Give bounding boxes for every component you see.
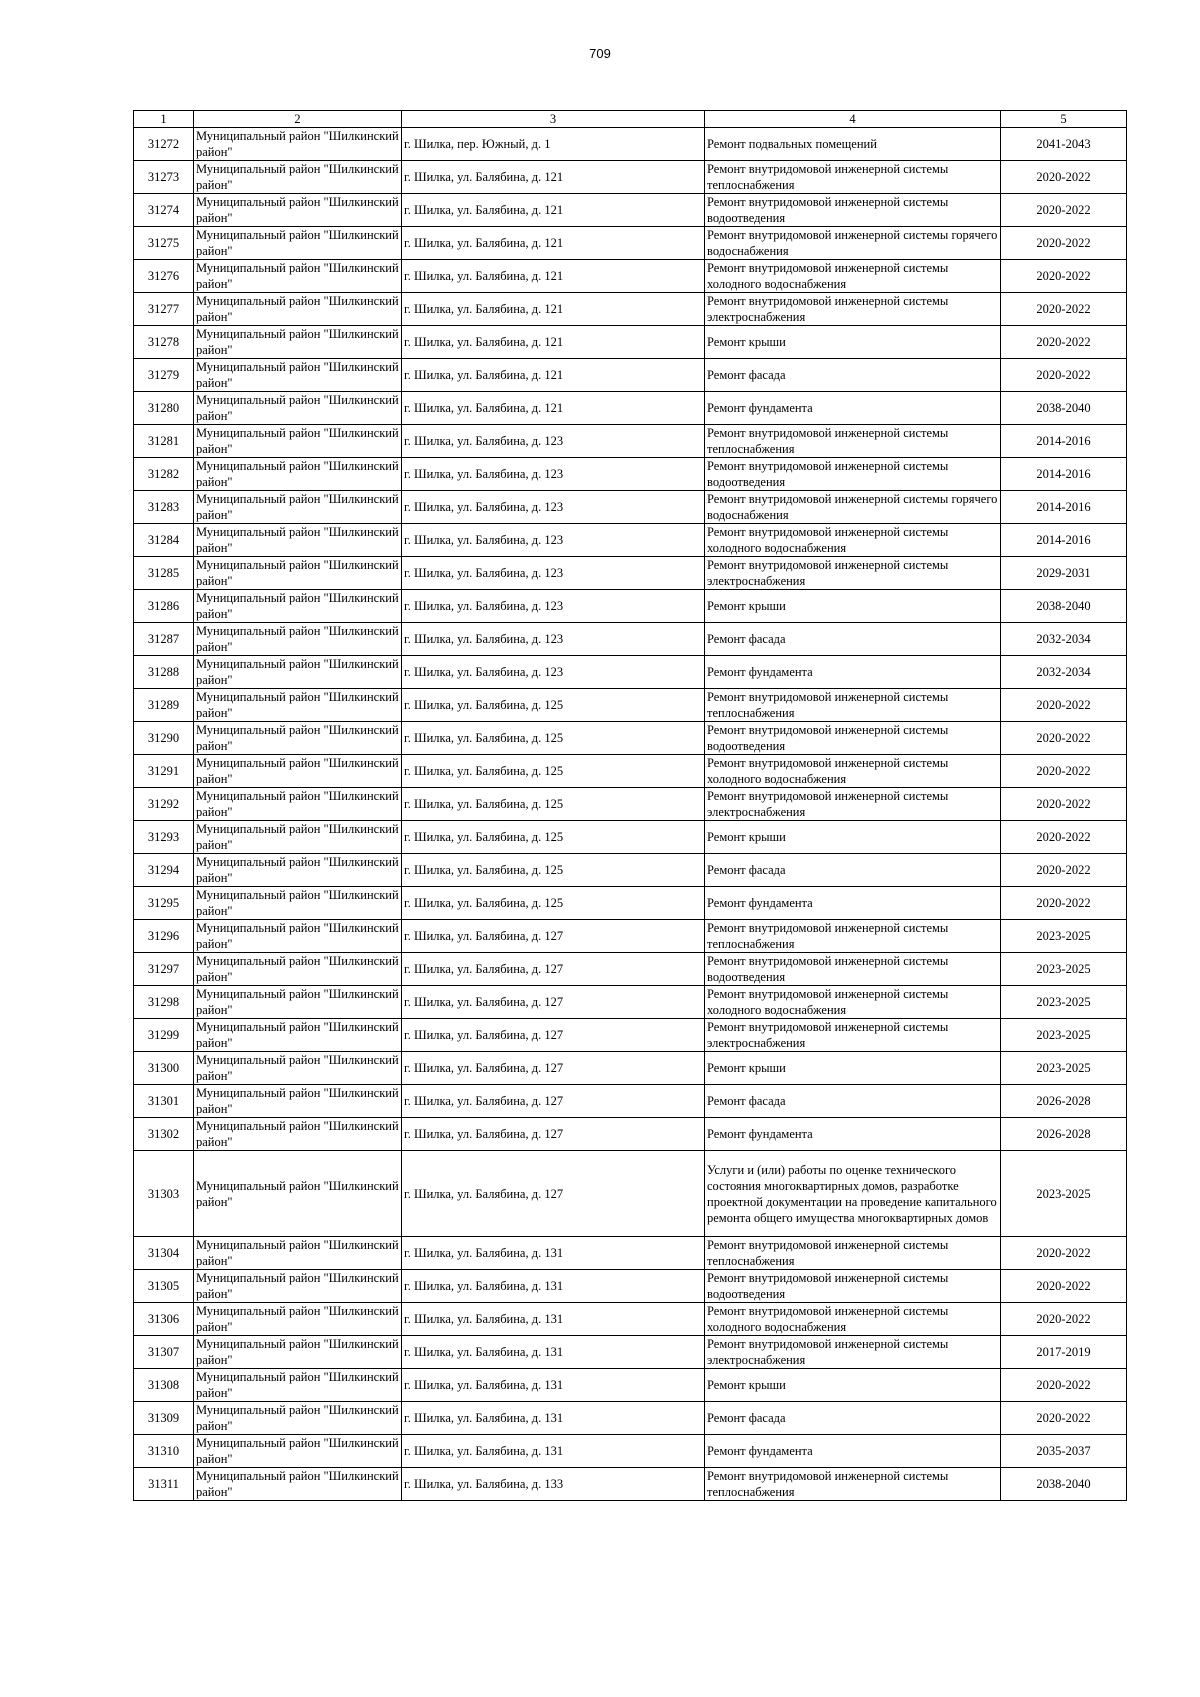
municipality-cell: Муниципальный район "Шилкинский район" <box>194 1085 402 1118</box>
work-type-cell: Ремонт фасада <box>705 359 1001 392</box>
work-type-cell: Ремонт фундамента <box>705 1118 1001 1151</box>
address-cell: г. Шилка, ул. Балябина, д. 121 <box>402 227 705 260</box>
work-type-cell: Ремонт фундамента <box>705 887 1001 920</box>
municipality-cell: Муниципальный район "Шилкинский район" <box>194 1369 402 1402</box>
row-number-cell: 31288 <box>134 656 194 689</box>
row-number-cell: 31292 <box>134 788 194 821</box>
work-type-cell: Ремонт внутридомовой инженерной системы горячего водоснабжения <box>705 227 1001 260</box>
row-number-cell: 31275 <box>134 227 194 260</box>
period-cell: 2020-2022 <box>1001 293 1127 326</box>
municipality-cell: Муниципальный район "Шилкинский район" <box>194 293 402 326</box>
work-type-cell: Ремонт внутридомовой инженерной системы водоотведения <box>705 722 1001 755</box>
table-row <box>134 227 1127 260</box>
period-cell: 2026-2028 <box>1001 1085 1127 1118</box>
address-cell: г. Шилка, ул. Балябина, д. 121 <box>402 326 705 359</box>
municipality-cell: Муниципальный район "Шилкинский район" <box>194 359 402 392</box>
table-row <box>134 1369 1127 1402</box>
period-cell: 2014-2016 <box>1001 425 1127 458</box>
municipality-cell: Муниципальный район "Шилкинский район" <box>194 458 402 491</box>
row-number-cell: 31296 <box>134 920 194 953</box>
period-cell: 2020-2022 <box>1001 1270 1127 1303</box>
period-cell: 2014-2016 <box>1001 491 1127 524</box>
address-cell: г. Шилка, ул. Балябина, д. 123 <box>402 425 705 458</box>
period-cell: 2029-2031 <box>1001 557 1127 590</box>
row-number-cell: 31308 <box>134 1369 194 1402</box>
address-cell: г. Шилка, ул. Балябина, д. 131 <box>402 1336 705 1369</box>
address-cell: г. Шилка, ул. Балябина, д. 131 <box>402 1402 705 1435</box>
address-cell: г. Шилка, ул. Балябина, д. 127 <box>402 986 705 1019</box>
address-cell: г. Шилка, ул. Балябина, д. 123 <box>402 458 705 491</box>
table-row <box>134 821 1127 854</box>
address-cell: г. Шилка, ул. Балябина, д. 121 <box>402 194 705 227</box>
row-number-cell: 31277 <box>134 293 194 326</box>
work-type-cell: Ремонт фундамента <box>705 1435 1001 1468</box>
municipality-cell: Муниципальный район "Шилкинский район" <box>194 1402 402 1435</box>
work-type-cell: Ремонт фасада <box>705 1402 1001 1435</box>
table-row <box>134 1402 1127 1435</box>
address-cell: г. Шилка, ул. Балябина, д. 121 <box>402 260 705 293</box>
address-cell: г. Шилка, ул. Балябина, д. 125 <box>402 755 705 788</box>
row-number-cell: 31291 <box>134 755 194 788</box>
row-number-cell: 31297 <box>134 953 194 986</box>
period-cell: 2020-2022 <box>1001 326 1127 359</box>
table-row <box>134 1052 1127 1085</box>
row-number-cell: 31300 <box>134 1052 194 1085</box>
period-cell: 2023-2025 <box>1001 920 1127 953</box>
work-type-cell: Ремонт внутридомовой инженерной системы теплоснабжения <box>705 689 1001 722</box>
address-cell: г. Шилка, ул. Балябина, д. 125 <box>402 722 705 755</box>
table-row <box>134 425 1127 458</box>
period-cell: 2020-2022 <box>1001 689 1127 722</box>
period-cell: 2038-2040 <box>1001 1468 1127 1501</box>
municipality-cell: Муниципальный район "Шилкинский район" <box>194 1151 402 1237</box>
work-type-cell: Ремонт внутридомовой инженерной системы электроснабжения <box>705 293 1001 326</box>
work-type-cell: Ремонт внутридомовой инженерной системы теплоснабжения <box>705 425 1001 458</box>
period-cell: 2017-2019 <box>1001 1336 1127 1369</box>
table-row <box>134 293 1127 326</box>
table-row <box>134 1151 1127 1237</box>
row-number-cell: 31283 <box>134 491 194 524</box>
row-number-cell: 31311 <box>134 1468 194 1501</box>
work-type-cell: Ремонт крыши <box>705 1369 1001 1402</box>
municipality-cell: Муниципальный район "Шилкинский район" <box>194 887 402 920</box>
row-number-cell: 31278 <box>134 326 194 359</box>
row-number-cell: 31282 <box>134 458 194 491</box>
municipality-cell: Муниципальный район "Шилкинский район" <box>194 1435 402 1468</box>
address-cell: г. Шилка, пер. Южный, д. 1 <box>402 128 705 161</box>
table-row <box>134 986 1127 1019</box>
row-number-cell: 31273 <box>134 161 194 194</box>
table-row <box>134 1468 1127 1501</box>
row-number-cell: 31272 <box>134 128 194 161</box>
municipality-cell: Муниципальный район "Шилкинский район" <box>194 227 402 260</box>
address-cell: г. Шилка, ул. Балябина, д. 125 <box>402 788 705 821</box>
table-row <box>134 161 1127 194</box>
row-number-cell: 31309 <box>134 1402 194 1435</box>
period-cell: 2041-2043 <box>1001 128 1127 161</box>
table-row <box>134 590 1127 623</box>
municipality-cell: Муниципальный район "Шилкинский район" <box>194 1118 402 1151</box>
municipality-cell: Муниципальный район "Шилкинский район" <box>194 755 402 788</box>
table-row <box>134 128 1127 161</box>
work-type-cell: Ремонт внутридомовой инженерной системы теплоснабжения <box>705 161 1001 194</box>
address-cell: г. Шилка, ул. Балябина, д. 121 <box>402 293 705 326</box>
row-number-cell: 31294 <box>134 854 194 887</box>
address-cell: г. Шилка, ул. Балябина, д. 121 <box>402 161 705 194</box>
work-type-cell: Ремонт внутридомовой инженерной системы теплоснабжения <box>705 920 1001 953</box>
address-cell: г. Шилка, ул. Балябина, д. 125 <box>402 689 705 722</box>
work-type-cell: Ремонт внутридомовой инженерной системы водоотведения <box>705 1270 1001 1303</box>
municipality-cell: Муниципальный район "Шилкинский район" <box>194 326 402 359</box>
municipality-cell: Муниципальный район "Шилкинский район" <box>194 953 402 986</box>
row-number-cell: 31301 <box>134 1085 194 1118</box>
address-cell: г. Шилка, ул. Балябина, д. 123 <box>402 557 705 590</box>
work-type-cell: Ремонт фундамента <box>705 392 1001 425</box>
address-cell: г. Шилка, ул. Балябина, д. 127 <box>402 920 705 953</box>
address-cell: г. Шилка, ул. Балябина, д. 131 <box>402 1369 705 1402</box>
municipality-cell: Муниципальный район "Шилкинский район" <box>194 1468 402 1501</box>
work-type-cell: Ремонт крыши <box>705 821 1001 854</box>
work-type-cell: Ремонт внутридомовой инженерной системы водоотведения <box>705 953 1001 986</box>
period-cell: 2020-2022 <box>1001 161 1127 194</box>
work-type-cell: Ремонт внутридомовой инженерной системы холодного водоснабжения <box>705 524 1001 557</box>
work-type-cell: Ремонт внутридомовой инженерной системы электроснабжения <box>705 788 1001 821</box>
municipality-cell: Муниципальный район "Шилкинский район" <box>194 392 402 425</box>
period-cell: 2020-2022 <box>1001 722 1127 755</box>
period-cell: 2020-2022 <box>1001 887 1127 920</box>
table-row <box>134 656 1127 689</box>
address-cell: г. Шилка, ул. Балябина, д. 125 <box>402 887 705 920</box>
period-cell: 2032-2034 <box>1001 623 1127 656</box>
work-type-cell: Ремонт внутридомовой инженерной системы холодного водоснабжения <box>705 755 1001 788</box>
row-number-cell: 31298 <box>134 986 194 1019</box>
work-type-cell: Ремонт фасада <box>705 854 1001 887</box>
row-number-cell: 31293 <box>134 821 194 854</box>
work-type-cell: Ремонт фасада <box>705 1085 1001 1118</box>
table-row <box>134 1435 1127 1468</box>
period-cell: 2020-2022 <box>1001 1237 1127 1270</box>
row-number-cell: 31281 <box>134 425 194 458</box>
municipality-cell: Муниципальный район "Шилкинский район" <box>194 557 402 590</box>
work-type-cell: Ремонт фундамента <box>705 656 1001 689</box>
work-type-cell: Ремонт внутридомовой инженерной системы холодного водоснабжения <box>705 260 1001 293</box>
work-type-cell: Ремонт внутридомовой инженерной системы водоотведения <box>705 458 1001 491</box>
address-cell: г. Шилка, ул. Балябина, д. 123 <box>402 623 705 656</box>
work-type-cell: Ремонт подвальных помещений <box>705 128 1001 161</box>
table-row <box>134 854 1127 887</box>
row-number-cell: 31305 <box>134 1270 194 1303</box>
municipality-cell: Муниципальный район "Шилкинский район" <box>194 854 402 887</box>
table-row <box>134 755 1127 788</box>
address-cell: г. Шилка, ул. Балябина, д. 131 <box>402 1270 705 1303</box>
work-type-cell: Ремонт крыши <box>705 326 1001 359</box>
table-row <box>134 689 1127 722</box>
header-col-2: 2 <box>194 111 402 128</box>
period-cell: 2023-2025 <box>1001 1151 1127 1237</box>
period-cell: 2020-2022 <box>1001 1369 1127 1402</box>
work-type-cell: Ремонт внутридомовой инженерной системы холодного водоснабжения <box>705 1303 1001 1336</box>
address-cell: г. Шилка, ул. Балябина, д. 127 <box>402 1118 705 1151</box>
table-row <box>134 392 1127 425</box>
municipality-cell: Муниципальный район "Шилкинский район" <box>194 128 402 161</box>
municipality-cell: Муниципальный район "Шилкинский район" <box>194 1019 402 1052</box>
work-type-cell: Ремонт крыши <box>705 590 1001 623</box>
municipality-cell: Муниципальный район "Шилкинский район" <box>194 986 402 1019</box>
address-cell: г. Шилка, ул. Балябина, д. 127 <box>402 1052 705 1085</box>
capital-repair-table <box>133 110 1127 1501</box>
work-type-cell: Ремонт внутридомовой инженерной системы водоотведения <box>705 194 1001 227</box>
table-row <box>134 491 1127 524</box>
table-row <box>134 1019 1127 1052</box>
municipality-cell: Муниципальный район "Шилкинский район" <box>194 524 402 557</box>
row-number-cell: 31285 <box>134 557 194 590</box>
address-cell: г. Шилка, ул. Балябина, д. 127 <box>402 1019 705 1052</box>
period-cell: 2020-2022 <box>1001 260 1127 293</box>
table-row <box>134 1270 1127 1303</box>
table-row <box>134 1118 1127 1151</box>
period-cell: 2020-2022 <box>1001 194 1127 227</box>
period-cell: 2023-2025 <box>1001 1019 1127 1052</box>
work-type-cell: Ремонт фасада <box>705 623 1001 656</box>
row-number-cell: 31310 <box>134 1435 194 1468</box>
address-cell: г. Шилка, ул. Балябина, д. 125 <box>402 854 705 887</box>
row-number-cell: 31276 <box>134 260 194 293</box>
period-cell: 2014-2016 <box>1001 458 1127 491</box>
period-cell: 2035-2037 <box>1001 1435 1127 1468</box>
period-cell: 2023-2025 <box>1001 1052 1127 1085</box>
table-row <box>134 1085 1127 1118</box>
address-cell: г. Шилка, ул. Балябина, д. 127 <box>402 1085 705 1118</box>
municipality-cell: Муниципальный район "Шилкинский район" <box>194 1052 402 1085</box>
municipality-cell: Муниципальный район "Шилкинский район" <box>194 260 402 293</box>
header-col-1: 1 <box>134 111 194 128</box>
row-number-cell: 31287 <box>134 623 194 656</box>
municipality-cell: Муниципальный район "Шилкинский район" <box>194 1303 402 1336</box>
period-cell: 2038-2040 <box>1001 392 1127 425</box>
municipality-cell: Муниципальный район "Шилкинский район" <box>194 161 402 194</box>
period-cell: 2020-2022 <box>1001 1303 1127 1336</box>
address-cell: г. Шилка, ул. Балябина, д. 123 <box>402 491 705 524</box>
row-number-cell: 31302 <box>134 1118 194 1151</box>
period-cell: 2014-2016 <box>1001 524 1127 557</box>
municipality-cell: Муниципальный район "Шилкинский район" <box>194 590 402 623</box>
work-type-cell: Ремонт внутридомовой инженерной системы холодного водоснабжения <box>705 986 1001 1019</box>
address-cell: г. Шилка, ул. Балябина, д. 127 <box>402 1151 705 1237</box>
row-number-cell: 31307 <box>134 1336 194 1369</box>
municipality-cell: Муниципальный район "Шилкинский район" <box>194 689 402 722</box>
period-cell: 2023-2025 <box>1001 953 1127 986</box>
period-cell: 2026-2028 <box>1001 1118 1127 1151</box>
table-row <box>134 458 1127 491</box>
period-cell: 2023-2025 <box>1001 986 1127 1019</box>
work-type-cell: Ремонт внутридомовой инженерной системы теплоснабжения <box>705 1237 1001 1270</box>
address-cell: г. Шилка, ул. Балябина, д. 131 <box>402 1237 705 1270</box>
table-row <box>134 359 1127 392</box>
period-cell: 2032-2034 <box>1001 656 1127 689</box>
header-row <box>134 111 1127 128</box>
table-row <box>134 557 1127 590</box>
period-cell: 2020-2022 <box>1001 359 1127 392</box>
address-cell: г. Шилка, ул. Балябина, д. 125 <box>402 821 705 854</box>
municipality-cell: Муниципальный район "Шилкинский район" <box>194 788 402 821</box>
municipality-cell: Муниципальный район "Шилкинский район" <box>194 491 402 524</box>
address-cell: г. Шилка, ул. Балябина, д. 121 <box>402 392 705 425</box>
work-type-cell: Услуги и (или) работы по оценке технического состояния многоквартирных домов, разработке проектной документации на проведение капитального ремонта общего имущества многоквартирных домов <box>705 1151 1001 1237</box>
work-type-cell: Ремонт внутридомовой инженерной системы электроснабжения <box>705 557 1001 590</box>
address-cell: г. Шилка, ул. Балябина, д. 131 <box>402 1435 705 1468</box>
row-number-cell: 31286 <box>134 590 194 623</box>
municipality-cell: Муниципальный район "Шилкинский район" <box>194 722 402 755</box>
work-type-cell: Ремонт внутридомовой инженерной системы электроснабжения <box>705 1336 1001 1369</box>
table-row <box>134 1303 1127 1336</box>
table-row <box>134 194 1127 227</box>
row-number-cell: 31290 <box>134 722 194 755</box>
header-col-5: 5 <box>1001 111 1127 128</box>
period-cell: 2038-2040 <box>1001 590 1127 623</box>
address-cell: г. Шилка, ул. Балябина, д. 123 <box>402 656 705 689</box>
period-cell: 2020-2022 <box>1001 755 1127 788</box>
period-cell: 2020-2022 <box>1001 227 1127 260</box>
table-row <box>134 887 1127 920</box>
table-row <box>134 326 1127 359</box>
table-body <box>134 128 1127 1501</box>
address-cell: г. Шилка, ул. Балябина, д. 127 <box>402 953 705 986</box>
page-number: 709 <box>589 46 611 61</box>
period-cell: 2020-2022 <box>1001 788 1127 821</box>
table-row <box>134 953 1127 986</box>
row-number-cell: 31280 <box>134 392 194 425</box>
table-row <box>134 788 1127 821</box>
period-cell: 2020-2022 <box>1001 1402 1127 1435</box>
row-number-cell: 31299 <box>134 1019 194 1052</box>
table-row <box>134 1237 1127 1270</box>
period-cell: 2020-2022 <box>1001 854 1127 887</box>
row-number-cell: 31279 <box>134 359 194 392</box>
municipality-cell: Муниципальный район "Шилкинский район" <box>194 656 402 689</box>
row-number-cell: 31306 <box>134 1303 194 1336</box>
row-number-cell: 31274 <box>134 194 194 227</box>
work-type-cell: Ремонт внутридомовой инженерной системы горячего водоснабжения <box>705 491 1001 524</box>
municipality-cell: Муниципальный район "Шилкинский район" <box>194 1336 402 1369</box>
row-number-cell: 31304 <box>134 1237 194 1270</box>
address-cell: г. Шилка, ул. Балябина, д. 123 <box>402 524 705 557</box>
table-row <box>134 260 1127 293</box>
work-type-cell: Ремонт внутридомовой инженерной системы теплоснабжения <box>705 1468 1001 1501</box>
row-number-cell: 31303 <box>134 1151 194 1237</box>
table-row <box>134 920 1127 953</box>
address-cell: г. Шилка, ул. Балябина, д. 121 <box>402 359 705 392</box>
address-cell: г. Шилка, ул. Балябина, д. 123 <box>402 590 705 623</box>
header-col-3: 3 <box>402 111 705 128</box>
table-row <box>134 524 1127 557</box>
table-row <box>134 623 1127 656</box>
work-type-cell: Ремонт внутридомовой инженерной системы электроснабжения <box>705 1019 1001 1052</box>
row-number-cell: 31289 <box>134 689 194 722</box>
address-cell: г. Шилка, ул. Балябина, д. 133 <box>402 1468 705 1501</box>
table-row <box>134 722 1127 755</box>
municipality-cell: Муниципальный район "Шилкинский район" <box>194 623 402 656</box>
table-row <box>134 1336 1127 1369</box>
municipality-cell: Муниципальный район "Шилкинский район" <box>194 1237 402 1270</box>
municipality-cell: Муниципальный район "Шилкинский район" <box>194 1270 402 1303</box>
work-type-cell: Ремонт крыши <box>705 1052 1001 1085</box>
row-number-cell: 31295 <box>134 887 194 920</box>
row-number-cell: 31284 <box>134 524 194 557</box>
header-col-4: 4 <box>705 111 1001 128</box>
municipality-cell: Муниципальный район "Шилкинский район" <box>194 821 402 854</box>
municipality-cell: Муниципальный район "Шилкинский район" <box>194 425 402 458</box>
period-cell: 2020-2022 <box>1001 821 1127 854</box>
address-cell: г. Шилка, ул. Балябина, д. 131 <box>402 1303 705 1336</box>
municipality-cell: Муниципальный район "Шилкинский район" <box>194 920 402 953</box>
municipality-cell: Муниципальный район "Шилкинский район" <box>194 194 402 227</box>
